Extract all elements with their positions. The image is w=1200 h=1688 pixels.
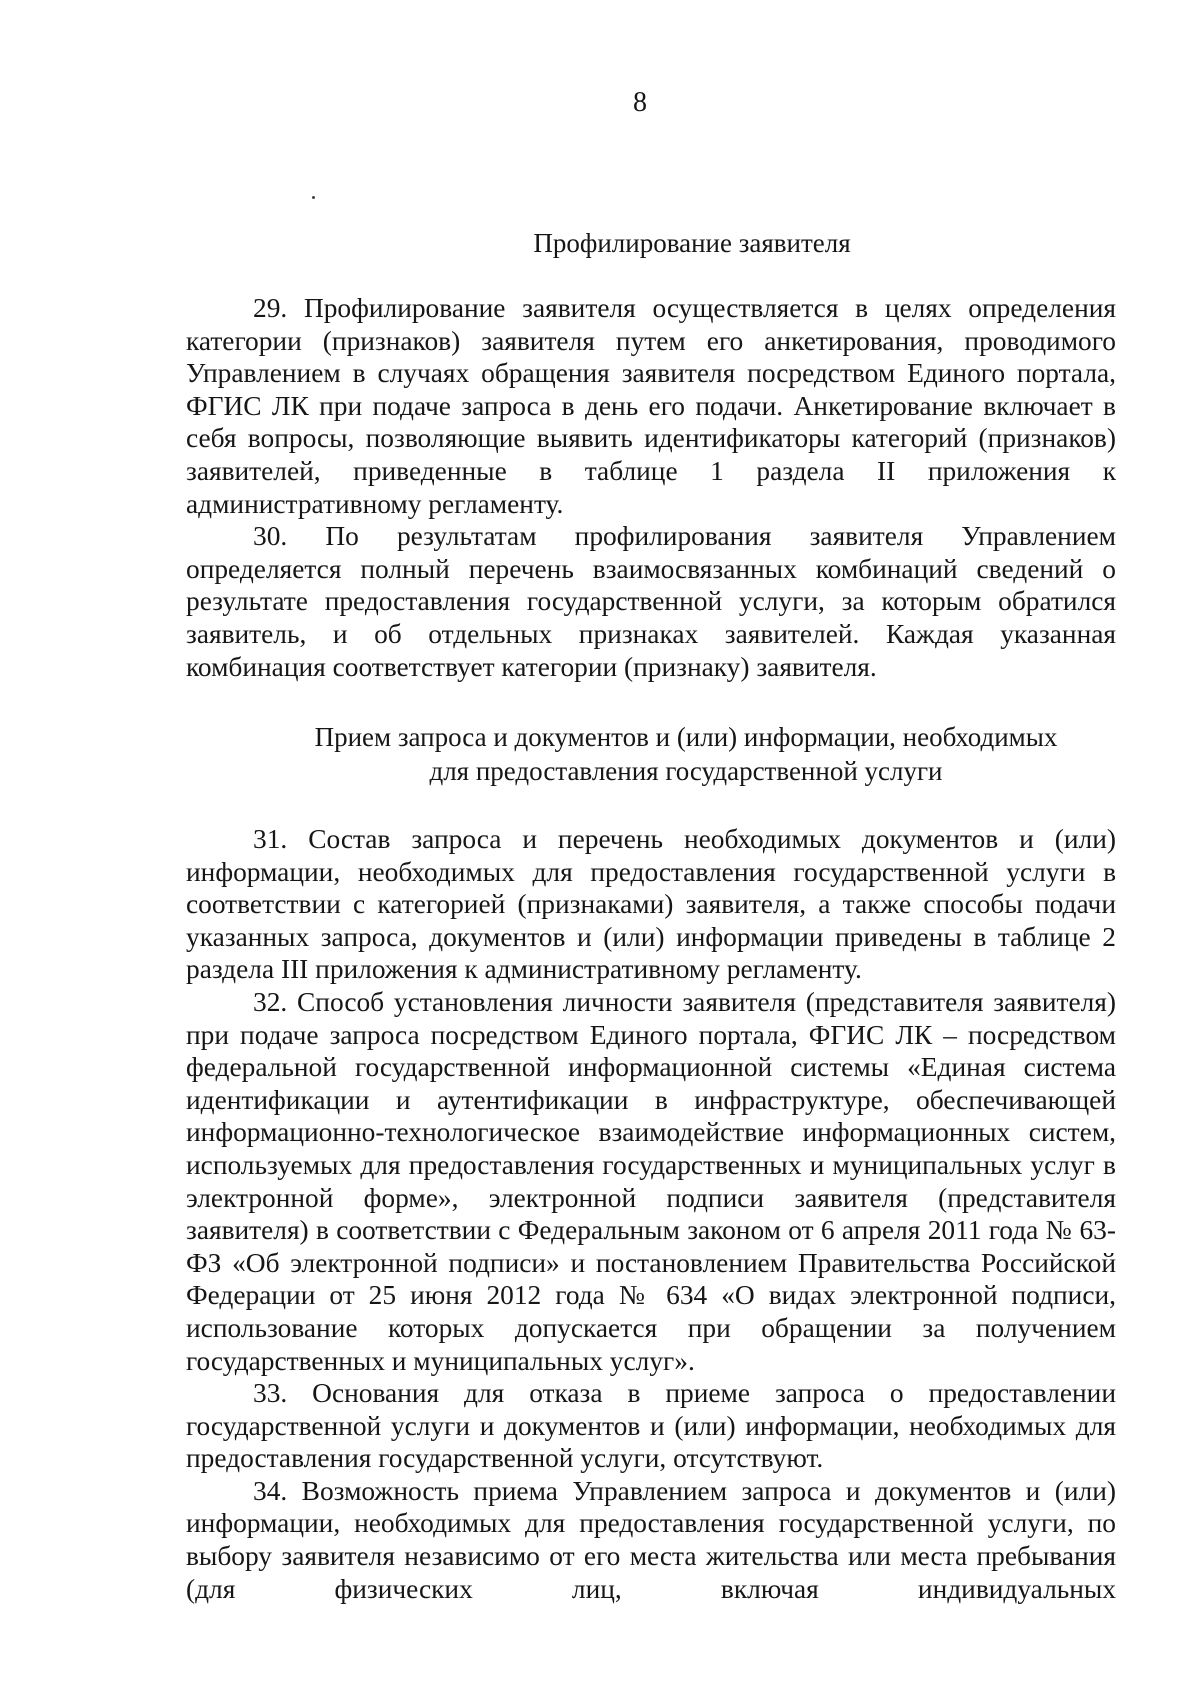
- paragraph-29: 29. Профилирование заявителя осуществляется в целях определения категории (признаков) заявителя путем его анкетирования, проводимого Управлением в случаях обращения заявителя посредством Единого портала, ФГИС ЛК при подаче запроса в день его подачи. Анкетирование включает в себя вопросы, позволяющие выявить идентификаторы категорий (признаков) заявителей, приведенные в таблице 1 раздела II приложения к административному регламенту.: [186, 293, 1116, 519]
- paragraph-34: 34. Возможность приема Управлением запроса и документов и (или) информации, необходимых для предоставления государственной услуги, по выбору заявителя независимо от его места жительства или места пребывания (для физических лиц, включая индивидуальных: [186, 1475, 1116, 1604]
- section-heading-request-intake: [86, 720, 1200, 788]
- paragraph-30: 30. По результатам профилирования заявителя Управлением определяется полный перечень взаимосвязанных комбинаций сведений о результате предоставления государственной услуги, за которым обратился заявитель, и об отдельных признаках заявителей. Каждая указанная комбинация соответствует категории (признаку) заявителя.: [186, 521, 1116, 682]
- section-heading-request-intake-line-1: Прием запроса и документов и (или) информации, необходимых: [314, 722, 1058, 752]
- section-heading-profiling: [92, 226, 1200, 260]
- section-heading-profiling-text: Профилирование заявителя: [533, 228, 851, 258]
- section-body-request-intake: [186, 823, 1116, 1605]
- scan-speck: [312, 196, 315, 199]
- paragraph-33: 33. Основания для отказа в приеме запроса о предоставлении государственной услуги и документов и (или) информации, необходимых для предоставления государственной услуги, отсутствуют.: [186, 1378, 1116, 1474]
- section-heading-request-intake-line-2: для предоставления государственной услуги: [429, 756, 943, 786]
- section-body-profiling: [186, 292, 1116, 683]
- paragraph-31: 31. Состав запроса и перечень необходимых документов и (или) информации, необходимых для предоставления государственной услуги в соответствии с категорией (признаками) заявителя, а также способы подачи указанных запроса, документов и (или) информации приведены в таблице 2 раздела III приложения к административному регламенту.: [186, 824, 1116, 985]
- paragraph-32: 32. Способ установления личности заявителя (представителя заявителя) при подаче запроса посредством Единого портала, ФГИС ЛК – посредством федеральной государственной информационной системы «Единая система идентификации и аутентификации в инфраструктуре, обеспечивающей информационно-технологическое взаимодействие информационных систем, используемых для предоставления государственных и муниципальных услуг в электронной форме», электронной подписи заявителя (представителя заявителя) в соответствии с Федеральным законом от 6 апреля 2011 года № 63-ФЗ «Об электронной подписи» и постановлением Правительства Российской Федерации от 25 июня 2012 года № 634 «О видах электронной подписи, использование которых допускается при обращении за получением государственных и муниципальных услуг».: [186, 986, 1116, 1376]
- page-number: 8: [633, 87, 647, 118]
